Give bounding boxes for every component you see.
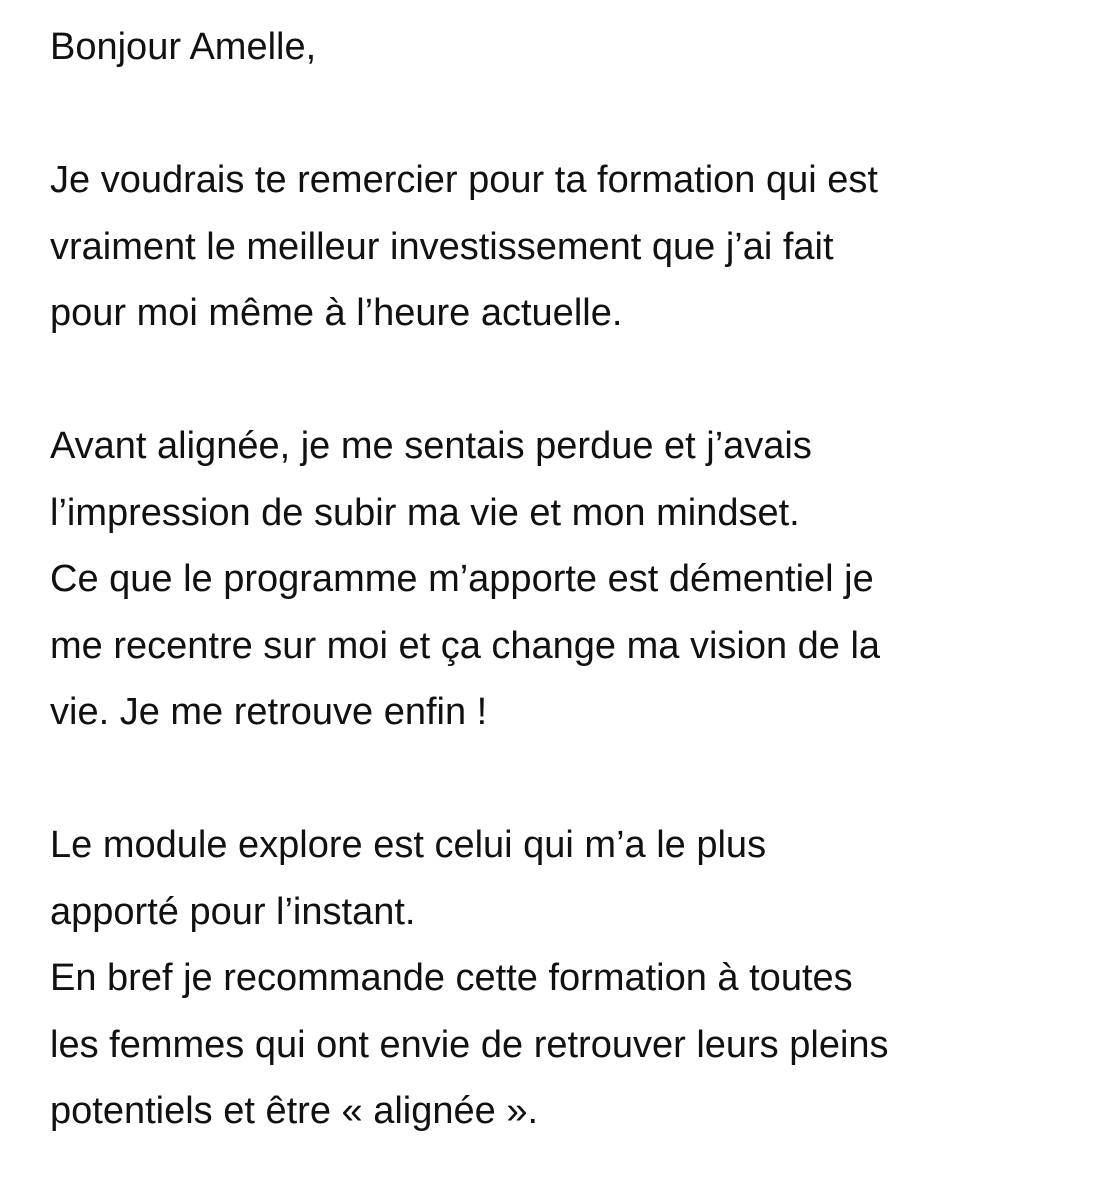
paragraph-gap [50,746,1110,813]
text-line: En bref je recommande cette formation à toutes [50,957,853,999]
paragraph-experience [50,413,1110,746]
text-line: me recentre sur moi et ça change ma vision de la [50,624,881,667]
paragraph-gap [50,81,1110,148]
paragraph-thanks [50,147,1110,347]
text-line: Avant alignée, je me sentais perdue et j’avais [50,425,812,467]
testimonial-message [50,14,1110,1145]
text-line: pour moi même à l’heure actuelle. [50,292,623,334]
text-line: vraiment le meilleur investissement que j’ai fait [50,225,834,268]
text-line: Le module explore est celui qui m’a le plus [50,824,767,866]
text-line: l’impression de subir ma vie et mon mindset. [50,491,800,534]
paragraph-recommendation [50,812,1110,1145]
text-line: apporté pour l’instant. [50,890,416,933]
text-line: Je voudrais te remercier pour ta formation qui est [50,159,878,201]
paragraph-gap [50,347,1110,414]
text-line: potentiels et être « alignée ». [50,1090,539,1132]
text-line: Ce que le programme m’apporte est démentiel je [50,558,874,600]
text-line: vie. Je me retrouve enfin ! [50,691,488,733]
text-line: les femmes qui ont envie de retrouver leurs pleins [50,1023,889,1066]
greeting-line: Bonjour Amelle, [50,26,317,68]
